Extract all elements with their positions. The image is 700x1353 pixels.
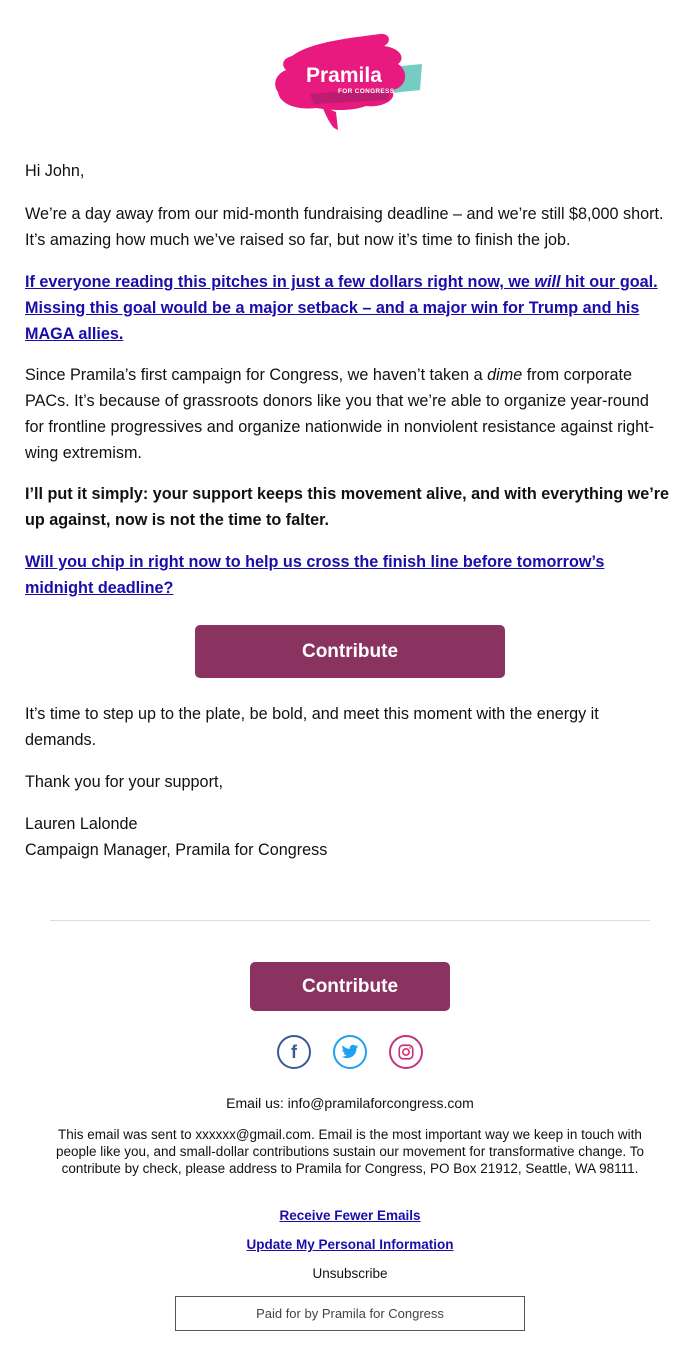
receive-fewer-emails-link[interactable]: Receive Fewer Emails <box>279 1208 421 1223</box>
logo-subtitle: FOR CONGRESS <box>338 88 395 95</box>
pitch-in-link-text-1: If everyone reading this pitches in just a few dollars right now, we <box>25 273 535 291</box>
facebook-glyph: f <box>291 1041 297 1062</box>
paragraph-deadline: We’re a day away from our mid-month fundraising deadline – and we’re still $8,000 short. It’s amazing how much we’ve raised so far, but now it’s time to finish the job. <box>25 205 664 249</box>
paragraph-support: I’ll put it simply: your support keeps this movement alive, and with everything we’re up against, now is not the time to falter. <box>25 485 670 529</box>
facebook-icon[interactable] <box>277 1035 311 1069</box>
closing-line: Thank you for your support, <box>25 773 223 791</box>
grassroots-text-2: from corporate PACs. It’s because of grassroots donors like you that we’re able to organize year-round for frontline progressives and organize nationwide in nonviolent resistance against right-wing extremism. <box>25 366 654 462</box>
paragraph-grassroots <box>25 362 670 466</box>
fewer-emails-row <box>55 1207 645 1224</box>
greeting: Hi John, <box>25 162 85 180</box>
footer-notice: This email was sent to xxxxxx@gmail.com. Email is the most important way we keep in touch with people like you, and small-dollar contributions sustain our movement for transformative change. To contribute by check, please address to Pramila for Congress, PO Box 21912, Seattle, WA 98111. <box>55 1127 645 1176</box>
grassroots-emphasis: dime <box>487 366 523 384</box>
pitch-in-link-emphasis: will <box>534 273 561 291</box>
pramila-logo <box>270 28 430 134</box>
unsubscribe-link[interactable]: Unsubscribe <box>312 1266 388 1281</box>
footer-divider <box>50 920 650 921</box>
signature-name: Lauren Lalonde <box>25 815 138 833</box>
instagram-icon[interactable] <box>389 1035 423 1069</box>
grassroots-text-1: Since Pramila’s first campaign for Congress, we haven’t taken a <box>25 366 488 384</box>
contribute-button[interactable]: Contribute <box>195 625 505 678</box>
pitch-in-link-text-2: hit our goal. Missing this goal would be a major setback – and a major win for Trump and his MAGA allies. <box>25 273 658 343</box>
instagram-camera-icon <box>397 1043 415 1061</box>
update-info-row <box>55 1236 645 1253</box>
pitch-in-link[interactable] <box>25 269 670 347</box>
twitter-icon[interactable] <box>333 1035 367 1069</box>
chip-in-link[interactable]: Will you chip in right now to help us cross the finish line before tomorrow’s midnight deadline? <box>25 553 605 597</box>
update-personal-info-link[interactable]: Update My Personal Information <box>246 1237 454 1252</box>
signature-title: Campaign Manager, Pramila for Congress <box>25 841 328 859</box>
paid-for-disclaimer: Paid for by Pramila for Congress <box>175 1296 525 1331</box>
footer-contribute-button[interactable]: Contribute <box>250 962 450 1011</box>
contact-email: Email us: info@pramilaforcongress.com <box>226 1095 474 1111</box>
twitter-bird-icon <box>341 1044 359 1060</box>
logo-name: Pramila <box>306 64 382 87</box>
paragraph-step-up: It’s time to step up to the plate, be bold, and meet this moment with the energy it demands. <box>25 705 599 749</box>
